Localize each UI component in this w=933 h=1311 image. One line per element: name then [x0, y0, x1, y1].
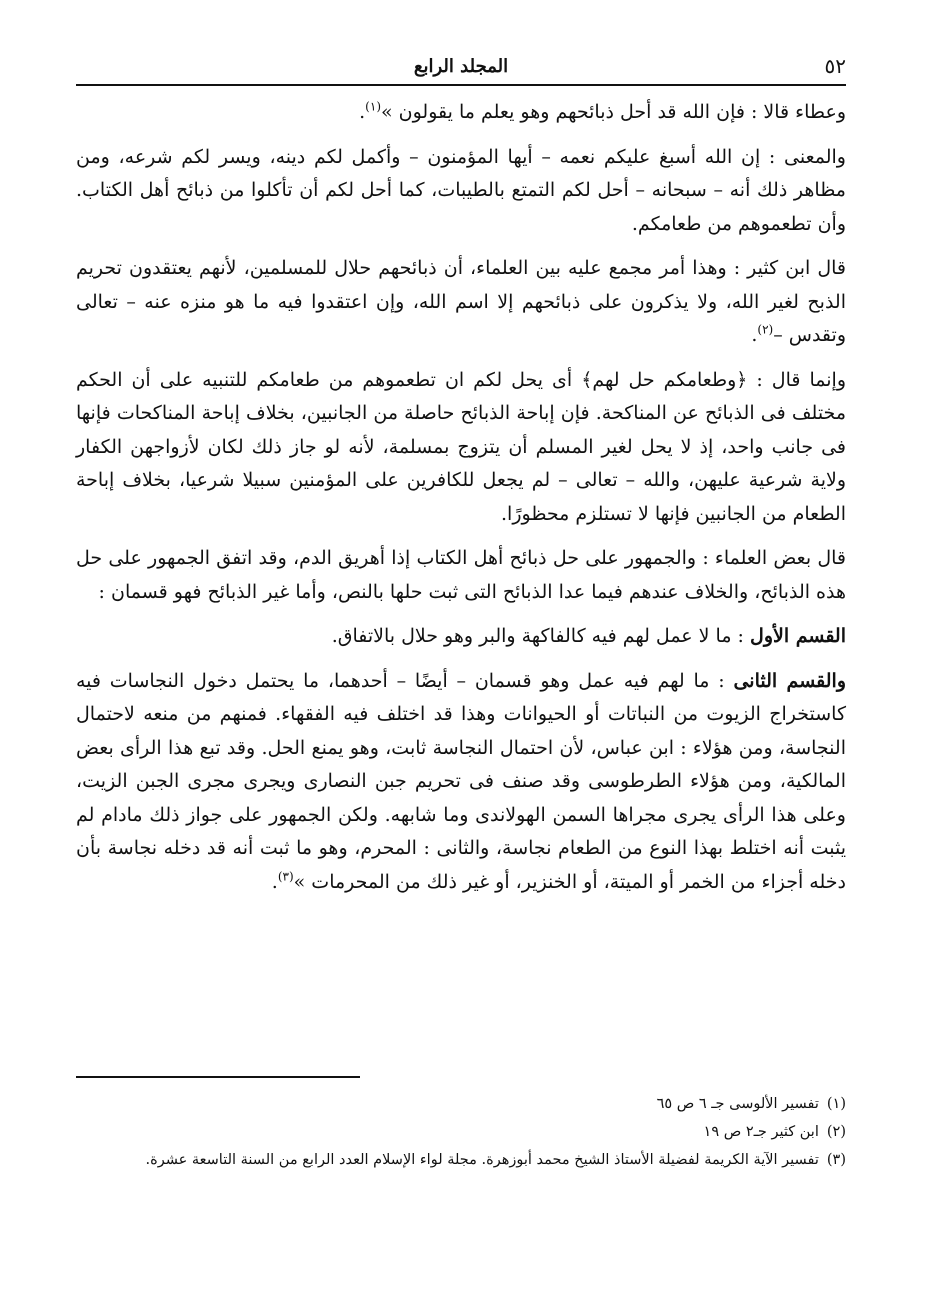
footnote-number: (٢) [826, 1124, 846, 1140]
footnote-text: تفسير الألوسى جـ ٦ ص ٦٥ [656, 1096, 819, 1112]
volume-title: المجلد الرابع [413, 56, 509, 77]
paragraph [76, 364, 846, 532]
paragraph-text: وعطاء قالا : فإن الله قد أحل ذبائحهم وهو يعلم ما يقولون » [381, 101, 846, 123]
footnote-text: ابن كثير جـ٢ ص ١٩ [703, 1124, 819, 1140]
paragraph-text: قال ابن كثير : وهذا أمر مجمع عليه بين العلماء، أن ذبائحهم حلال للمسلمين، لأنهم يعتقدون تحريم الذبح لغير الله، ولا يذكرون على ذبائحهم إلا اسم الله، وإن اعتقدوا فيه ما هو منزه عنه – تعالى وتقدس – [76, 257, 846, 346]
footnote [76, 1146, 846, 1174]
footnote-ref: (١) [365, 99, 381, 114]
page-number: ٥٢ [824, 54, 846, 78]
footnote-number: (١) [826, 1096, 846, 1112]
body-text [76, 96, 846, 899]
paragraph [76, 665, 846, 900]
paragraph-tail: . [751, 324, 758, 346]
paragraph-text: : ما لهم فيه عمل وهو قسمان – أيضًا – أحدهما، ما يحتمل دخول النجاسات فيه كاستخراج الزيوت من النباتات أو الحيوانات وهذا قد اختلف فيه الفقهاء. فمنهم من منعه لاحتمال النجاسة، ومن هؤلاء : ابن عباس، لأن احتمال النجاسة ثابت، وهو يمنع الحل. وقد تبع هذا الرأى بعض المالكية، ومن هؤلاء الطرطوسى وقد صنف فى تحريم جبن النصارى ويجرى مجرى الجبن الزيت، وعلى هذا الرأى يجرى مجراها السمن الهولاندى وما شابهه. ولكن الجمهور على جواز ذلك مادام لم يثبت أنه اختلط بهذا النوع من الطعام نجاسة، والثانى : المحرم، وهو ما ثبت أنه قد دخله نجاسة بأن دخله أجزاء من الخمر أو الميتة، أو الخنزير، أو غير ذلك من المحرمات » [76, 669, 846, 893]
paragraph-lead: والقسم الثانى [733, 669, 847, 692]
paragraph-lead: القسم الأول [750, 625, 846, 647]
document-page [76, 48, 847, 1168]
paragraph [76, 252, 846, 353]
footnote [76, 1118, 846, 1146]
paragraph-text: قال بعض العلماء : والجمهور على حل ذبائح أهل الكتاب إذا أهريق الدم، وقد اتفق الجمهور على حل هذه الذبائح، والخلاف عندهم فيما عدا الذبائح التى ثبت حلها بالنص، وأما غير الذبائح فهو قسمان : [76, 547, 846, 603]
paragraph [76, 96, 846, 130]
footnote-divider [76, 1076, 360, 1078]
paragraph [76, 620, 846, 654]
paragraph-text: والمعنى : إن الله أسبغ عليكم نعمه – أيها المؤمنون – وأكمل لكم دينه، ويسر لكم شرعه، ومن مظاهر ذلك أنه – سبحانه – أحل لكم التمتع بالطيبات، كما أحل لكم أن تأكلوا من ذبائح أهل الكتاب. وأن تطعموهم من طعامكم. [76, 145, 846, 235]
footnote-text: تفسير الآية الكريمة لفضيلة الأستاذ الشيخ محمد أبوزهرة. مجلة لواء الإسلام العدد الرابع من السنة التاسعة عشرة. [145, 1152, 819, 1168]
paragraph-text: وإنما قال : ﴿وطعامكم حل لهم﴾ أى يحل لكم ان تطعموهم من طعامكم للتنبيه على أن الحكم مختلف فى الذبائح عن المناكحة. فإن إباحة الذبائح حاصلة من الجانبين، بخلاف إباحة المناكحات فإنها فى جانب واحد، إذ لا يحل لغير المسلم أن يتزوج بمسلمة، لأنه لو جاز ذلك لكان لأزواجهن الكفار ولاية شرعية عليهن، والله – تعالى – لم يجعل للكافرين على المؤمنين سبيلا شرعيا، بخلاف إباحة الطعام من الجانبين فإنها لا تستلزم محظورًا. [76, 368, 846, 525]
paragraph-tail: . [359, 101, 366, 123]
footnotes [76, 1090, 846, 1174]
paragraph [76, 141, 846, 242]
page-header [76, 48, 846, 86]
footnote [76, 1090, 846, 1118]
footnote-number: (٣) [826, 1152, 846, 1168]
paragraph-tail: . [271, 870, 278, 893]
footnote-ref: (٣) [277, 869, 294, 884]
paragraph [76, 542, 846, 609]
paragraph-text: : ما لا عمل لهم فيه كالفاكهة والبر وهو حلال بالاتفاق. [331, 625, 744, 647]
footnote-ref: (٢) [757, 322, 774, 337]
